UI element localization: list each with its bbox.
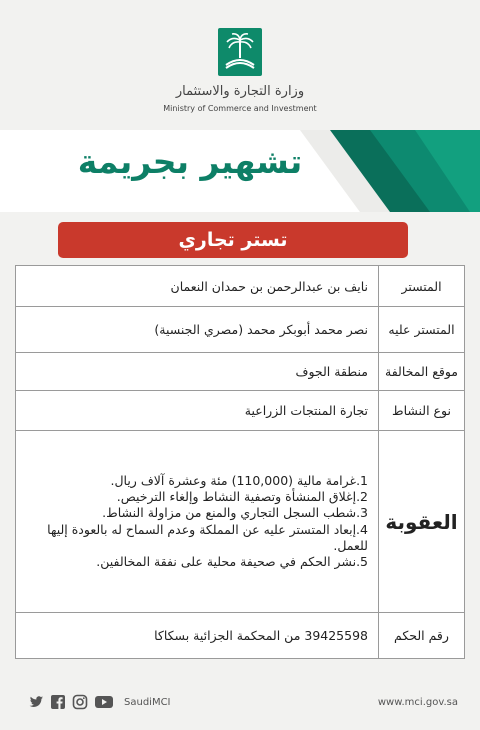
palm-swords-icon [218, 28, 262, 76]
row-concealed [16, 307, 465, 353]
footer [0, 690, 480, 718]
instagram-icon[interactable] [72, 694, 88, 710]
penalty-list [16, 431, 379, 613]
row-value: منطقة الجوف [16, 353, 379, 391]
facebook-icon[interactable] [50, 694, 66, 710]
ministry-header [0, 0, 480, 128]
row-label: نوع النشاط [379, 391, 465, 431]
row-label: موقع المخالفة [379, 353, 465, 391]
penalty-label: العقوبة [379, 431, 465, 613]
crime-type-bar: تستر تجاري [58, 222, 408, 258]
row-value: نايف بن عبدالرحمن بن حمدان النعمان [16, 266, 379, 307]
row-label: رقم الحكم [379, 613, 465, 659]
row-activity [16, 391, 465, 431]
ministry-name-en: Ministry of Commerce and Investment [163, 104, 317, 113]
penalty-item: 2.إغلاق المنشأة وتصفية النشاط وإلغاء الترخيص. [116, 488, 368, 504]
penalty-item: 1.غرامة مالية (110,000) مئة وعشرة آلاف ريال. [110, 472, 368, 488]
penalty-item: 3.شطب السجل التجاري والمنع من مزاولة النشاط. [102, 505, 368, 521]
row-value: نصر محمد أبوبكر محمد (مصري الجنسية) [16, 307, 379, 353]
row-concealer [16, 266, 465, 307]
row-location [16, 353, 465, 391]
penalty-item: 5.نشر الحكم في صحيفة محلية على نفقة المخالفين. [96, 554, 368, 570]
ministry-name-ar: وزارة التجارة والاستثمار [175, 84, 305, 99]
row-verdict [16, 613, 465, 659]
row-label: المتستر عليه [379, 307, 465, 353]
row-value: تجارة المنتجات الزراعية [16, 391, 379, 431]
ministry-logo [218, 28, 262, 76]
social-links [28, 694, 171, 710]
banner-title: تشهير بجريمة [77, 142, 303, 181]
social-handle[interactable]: SaudiMCI [124, 696, 171, 708]
twitter-icon[interactable] [28, 694, 44, 710]
row-penalty [16, 431, 465, 613]
case-details-table [15, 265, 465, 659]
row-value: 39425598 من المحكمة الجزائية بسكاكا [16, 613, 379, 659]
youtube-icon[interactable] [94, 694, 114, 710]
row-label: المتستر [379, 266, 465, 307]
website-link[interactable]: www.mci.gov.sa [377, 697, 458, 708]
penalty-item: 4.إبعاد المتستر عليه عن المملكة وعدم السماح له بالعودة إليها للعمل. [47, 521, 368, 553]
